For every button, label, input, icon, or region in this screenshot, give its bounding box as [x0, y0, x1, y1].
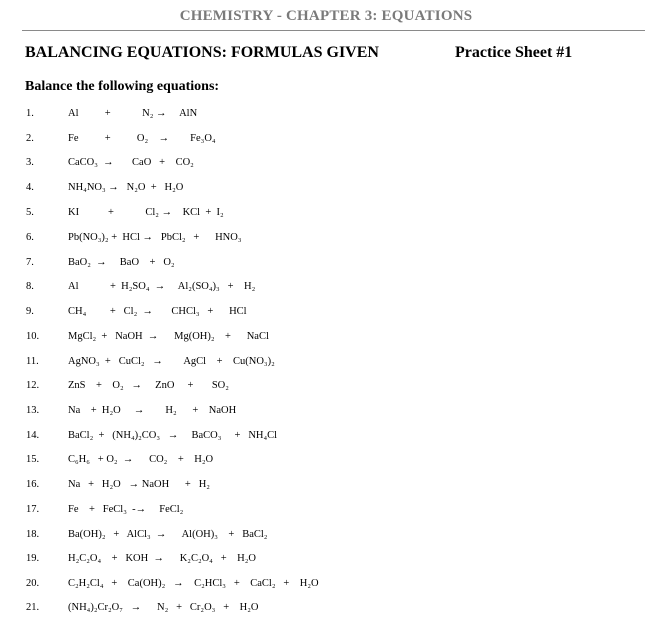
equation-number: 13. [26, 405, 40, 416]
equation-row [0, 331, 652, 351]
equation-row [0, 306, 652, 326]
equation-text: Na + H₂O → NaOH + H₂ [68, 479, 210, 490]
equation-number: 3. [26, 157, 34, 168]
equation-text: BaO₂ → BaO + O₂ [68, 257, 175, 268]
equation-row [0, 257, 652, 277]
equation-number: 12. [26, 380, 40, 391]
equation-row [0, 108, 652, 128]
equation-row [0, 553, 652, 573]
equation-number: 20. [26, 578, 40, 589]
equation-row [0, 133, 652, 153]
equation-row [0, 430, 652, 450]
equation-number: 2. [26, 133, 34, 144]
equation-number: 1. [26, 108, 34, 119]
equation-text: AgNO₃ + CuCl₂ → AgCl + Cu(NO₃)₂ [68, 356, 275, 367]
equation-row [0, 529, 652, 549]
equation-row [0, 232, 652, 252]
equation-text: NH₄NO₃ → N₂O + H₂O [68, 182, 184, 193]
equation-row [0, 454, 652, 474]
equation-text: MgCl₂ + NaOH → Mg(OH)₂ + NaCl [68, 331, 269, 342]
equation-text: Na + H₂O → H₂ + NaOH [68, 405, 237, 416]
equation-number: 9. [26, 306, 34, 317]
equation-number: 10. [26, 331, 40, 342]
equation-text: Fe + O₂ → Fe₃O₄ [68, 133, 216, 144]
equation-number: 11. [26, 356, 39, 367]
equation-number: 17. [26, 504, 40, 515]
equation-number: 18. [26, 529, 40, 540]
equation-number: 19. [26, 553, 40, 564]
equation-number: 5. [26, 207, 34, 218]
equation-text: Al + N₂ → AlN [68, 108, 198, 119]
equation-text: Fe + FeCl₃ -→ FeCl₂ [68, 504, 184, 515]
equation-text: H₂C₂O₄ + KOH → K₂C₂O₄ + H₂O [68, 553, 256, 564]
equation-number: 7. [26, 257, 34, 268]
equation-text: Al + H₂SO₄ → Al₂(SO₄)₃ + H₂ [68, 281, 256, 292]
equation-text: Pb(NO₃)₂ + HCl → PbCl₂ + HNO₃ [68, 232, 242, 243]
worksheet-title: BALANCING EQUATIONS: FORMULAS GIVEN [25, 44, 379, 61]
equation-number: 4. [26, 182, 34, 193]
equation-row [0, 157, 652, 177]
equation-text: BaCl₂ + (NH₄)₂CO₃ → BaCO₃ + NH₄Cl [68, 430, 278, 441]
equation-row [0, 602, 652, 622]
equation-number: 8. [26, 281, 34, 292]
equation-number: 14. [26, 430, 40, 441]
equation-number: 16. [26, 479, 40, 490]
equation-number: 15. [26, 454, 40, 465]
equation-row [0, 182, 652, 202]
equation-number: 21. [26, 602, 40, 613]
practice-sheet-label: Practice Sheet #1 [455, 44, 573, 61]
equation-number: 6. [26, 232, 34, 243]
instructions: Balance the following equations: [25, 79, 220, 94]
equation-row [0, 207, 652, 227]
equation-text: KI + Cl₂ → KCl + I₂ [68, 207, 224, 218]
equation-row [0, 380, 652, 400]
equation-row [0, 504, 652, 524]
equation-row [0, 479, 652, 499]
equation-row [0, 281, 652, 301]
equation-row [0, 356, 652, 376]
equation-text: Ba(OH)₂ + AlCl₃ → Al(OH)₃ + BaCl₂ [68, 529, 268, 540]
equation-row [0, 405, 652, 425]
course-header: CHEMISTRY - CHAPTER 3: EQUATIONS [179, 8, 473, 24]
equation-text: (NH₄)₂Cr₂O₇ → N₂ + Cr₂O₃ + H₂O [68, 602, 259, 613]
equation-text: CaCO₃ → CaO + CO₂ [68, 157, 194, 168]
equation-text: ZnS + O₂ → ZnO + SO₂ [68, 380, 229, 391]
equation-text: C₆H₆ + O₂ → CO₂ + H₂O [68, 454, 214, 465]
equation-text: CH₄ + Cl₂ → CHCl₃ + HCl [68, 306, 247, 317]
equation-row [0, 578, 652, 598]
equation-text: C₂H₂Cl₄ + Ca(OH)₂ → C₂HCl₃ + CaCl₂ + H₂O [68, 578, 319, 589]
